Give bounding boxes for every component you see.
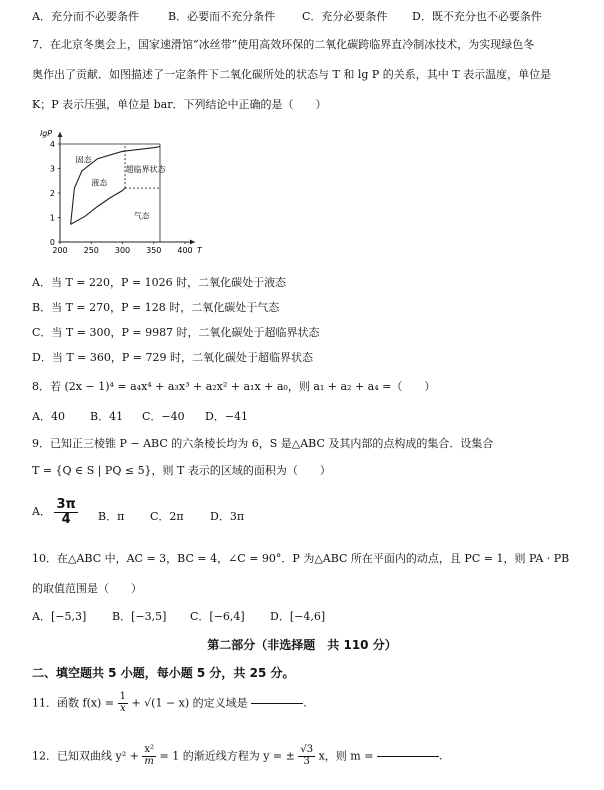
q8-option-a: A．40	[32, 410, 65, 423]
q9-option-a-numerator: 3π	[56, 497, 76, 512]
q10-option-b: B．[−3,5]	[112, 610, 167, 623]
q9-line1: 9．已知正三棱锥 P − ABC 的六条棱长均为 6，S 是△ABC 及其内部的点构成的集合．设集合	[32, 437, 494, 450]
x-axis-arrow	[190, 240, 195, 245]
x-tick-label: 400	[177, 246, 193, 255]
part2-title: 第二部分（非选择题 共 110 分）	[207, 638, 397, 652]
series-line-1	[71, 188, 125, 224]
y-axis-arrow	[58, 132, 63, 137]
phase-diagram-chart	[34, 118, 204, 263]
q9-option-a	[32, 498, 78, 526]
q6-option-d: D．既不充分也不必要条件	[412, 10, 542, 23]
q7-option-c: C．当 T = 300，P = 9987 时，二氧化碳处于超临界状态	[32, 326, 320, 339]
q12-frac1-den: m	[144, 755, 154, 767]
q9-option-b: B．π	[98, 510, 125, 523]
y-tick-label: 2	[49, 189, 55, 198]
y-tick-label: 0	[49, 238, 55, 247]
q11: 11．函数 f(x) = $\frac{1}{x}$ + √(1 − x) 的定义域是 .	[32, 691, 307, 714]
q12-frac1-num: x²	[144, 744, 154, 755]
region-label: 液态	[91, 178, 108, 188]
x-tick-label: 350	[146, 246, 162, 255]
q8-option-d: D．−41	[205, 410, 249, 423]
q12-suffix: x，则 m =	[318, 749, 374, 763]
x-tick-label: 250	[83, 246, 99, 255]
q12: 12．已知双曲线 y² + $\frac{\text{x²}}{m}$ = 1 的渐近线方程为 y = ± $\frac{√3}{3}$ x，则 m = .	[32, 744, 443, 767]
y-tick-label: 4	[49, 140, 55, 149]
q12-prefix: 12．已知双曲线 y² +	[32, 749, 139, 763]
region-label: 超临界状态	[125, 165, 166, 175]
q9-option-d: D．3π	[210, 510, 245, 523]
q8-option-b: B．41	[90, 410, 124, 423]
x-tick-label: 200	[52, 246, 68, 255]
q8-option-c: C．−40	[142, 410, 185, 423]
q10-option-d: D．[−4,6]	[270, 610, 326, 623]
q12-mid: = 1 的渐近线方程为 y = ±	[159, 749, 295, 763]
q8-stem: 8．若 (2x − 1)⁴ = a₄x⁴ + a₃x³ + a₂x² + a₁x + a₀，则 a₁ + a₂ + a₄ =（ ）	[32, 380, 436, 393]
q10-line1: 10．在△ABC 中，AC = 3，BC = 4，∠C = 90°．P 为△ABC 所在平面内的动点，且 PC = 1，则 PA · PB	[32, 552, 570, 565]
q11-suffix: + √(1 − x) 的定义域是	[131, 696, 248, 710]
x-axis-label: T	[197, 246, 202, 255]
section2-title: 二、填空题共 5 小题，每小题 5 分，共 25 分。	[32, 666, 295, 680]
q9-option-a-label: A．	[32, 505, 51, 519]
region-label: 气态	[133, 211, 150, 221]
q11-answer-blank[interactable]	[251, 703, 303, 704]
q10-option-c: C．[−6,4]	[190, 610, 245, 623]
q11-frac-num: 1	[119, 691, 126, 702]
q12-answer-blank[interactable]	[377, 756, 439, 757]
q12-frac2-den: 3	[303, 755, 310, 767]
x-tick-label: 300	[114, 246, 131, 255]
q12-fraction-2	[298, 745, 315, 767]
q11-fraction	[118, 692, 128, 714]
y-axis-label: lgP	[40, 129, 53, 138]
q7-line1: 7．在北京冬奥会上，国家速滑馆“冰丝带”使用高效环保的二氧化碳跨临界直冷制冰技术，为实现绿色冬	[32, 38, 535, 51]
q9-option-a-denominator: 4	[61, 511, 71, 527]
q7-option-a: A．当 T = 220，P = 1026 时，二氧化碳处于液态	[32, 276, 287, 289]
q7-option-d: D．当 T = 360，P = 729 时，二氧化碳处于超临界状态	[32, 351, 313, 364]
q6-option-c: C．充分必要条件	[302, 10, 388, 23]
q7-line2: 奥作出了贡献．如图描述了一定条件下二氧化碳所处的状态与 T 和 lg P 的关系，其中 T 表示温度，单位是	[32, 68, 552, 81]
region-label: 固态	[75, 155, 92, 165]
q9-line2: T = {Q ∈ S | PQ ≤ 5}，则 T 表示的区域的面积为（ ）	[32, 464, 331, 477]
q12-fraction-1	[142, 745, 156, 767]
q10-option-a: A．[−5,3]	[32, 610, 87, 623]
q9-option-a-fraction	[54, 498, 77, 526]
q7-line3: K；P 表示压强，单位是 bar．下列结论中正确的是（ ）	[32, 98, 327, 111]
q11-prefix: 11．函数 f(x) =	[32, 696, 115, 710]
y-tick-label: 1	[49, 213, 55, 223]
y-tick-label: 3	[49, 164, 55, 174]
q10-line2: 的取值范围是（ ）	[32, 582, 142, 595]
q6-option-a: A．充分而不必要条件	[32, 10, 139, 23]
q11-frac-den: x	[119, 702, 126, 714]
q7-option-b: B．当 T = 270，P = 128 时，二氧化碳处于气态	[32, 301, 280, 314]
q6-option-b: B．必要而不充分条件	[168, 10, 276, 23]
q12-frac2-num: √3	[300, 744, 314, 755]
q9-option-c: C．2π	[150, 510, 184, 523]
